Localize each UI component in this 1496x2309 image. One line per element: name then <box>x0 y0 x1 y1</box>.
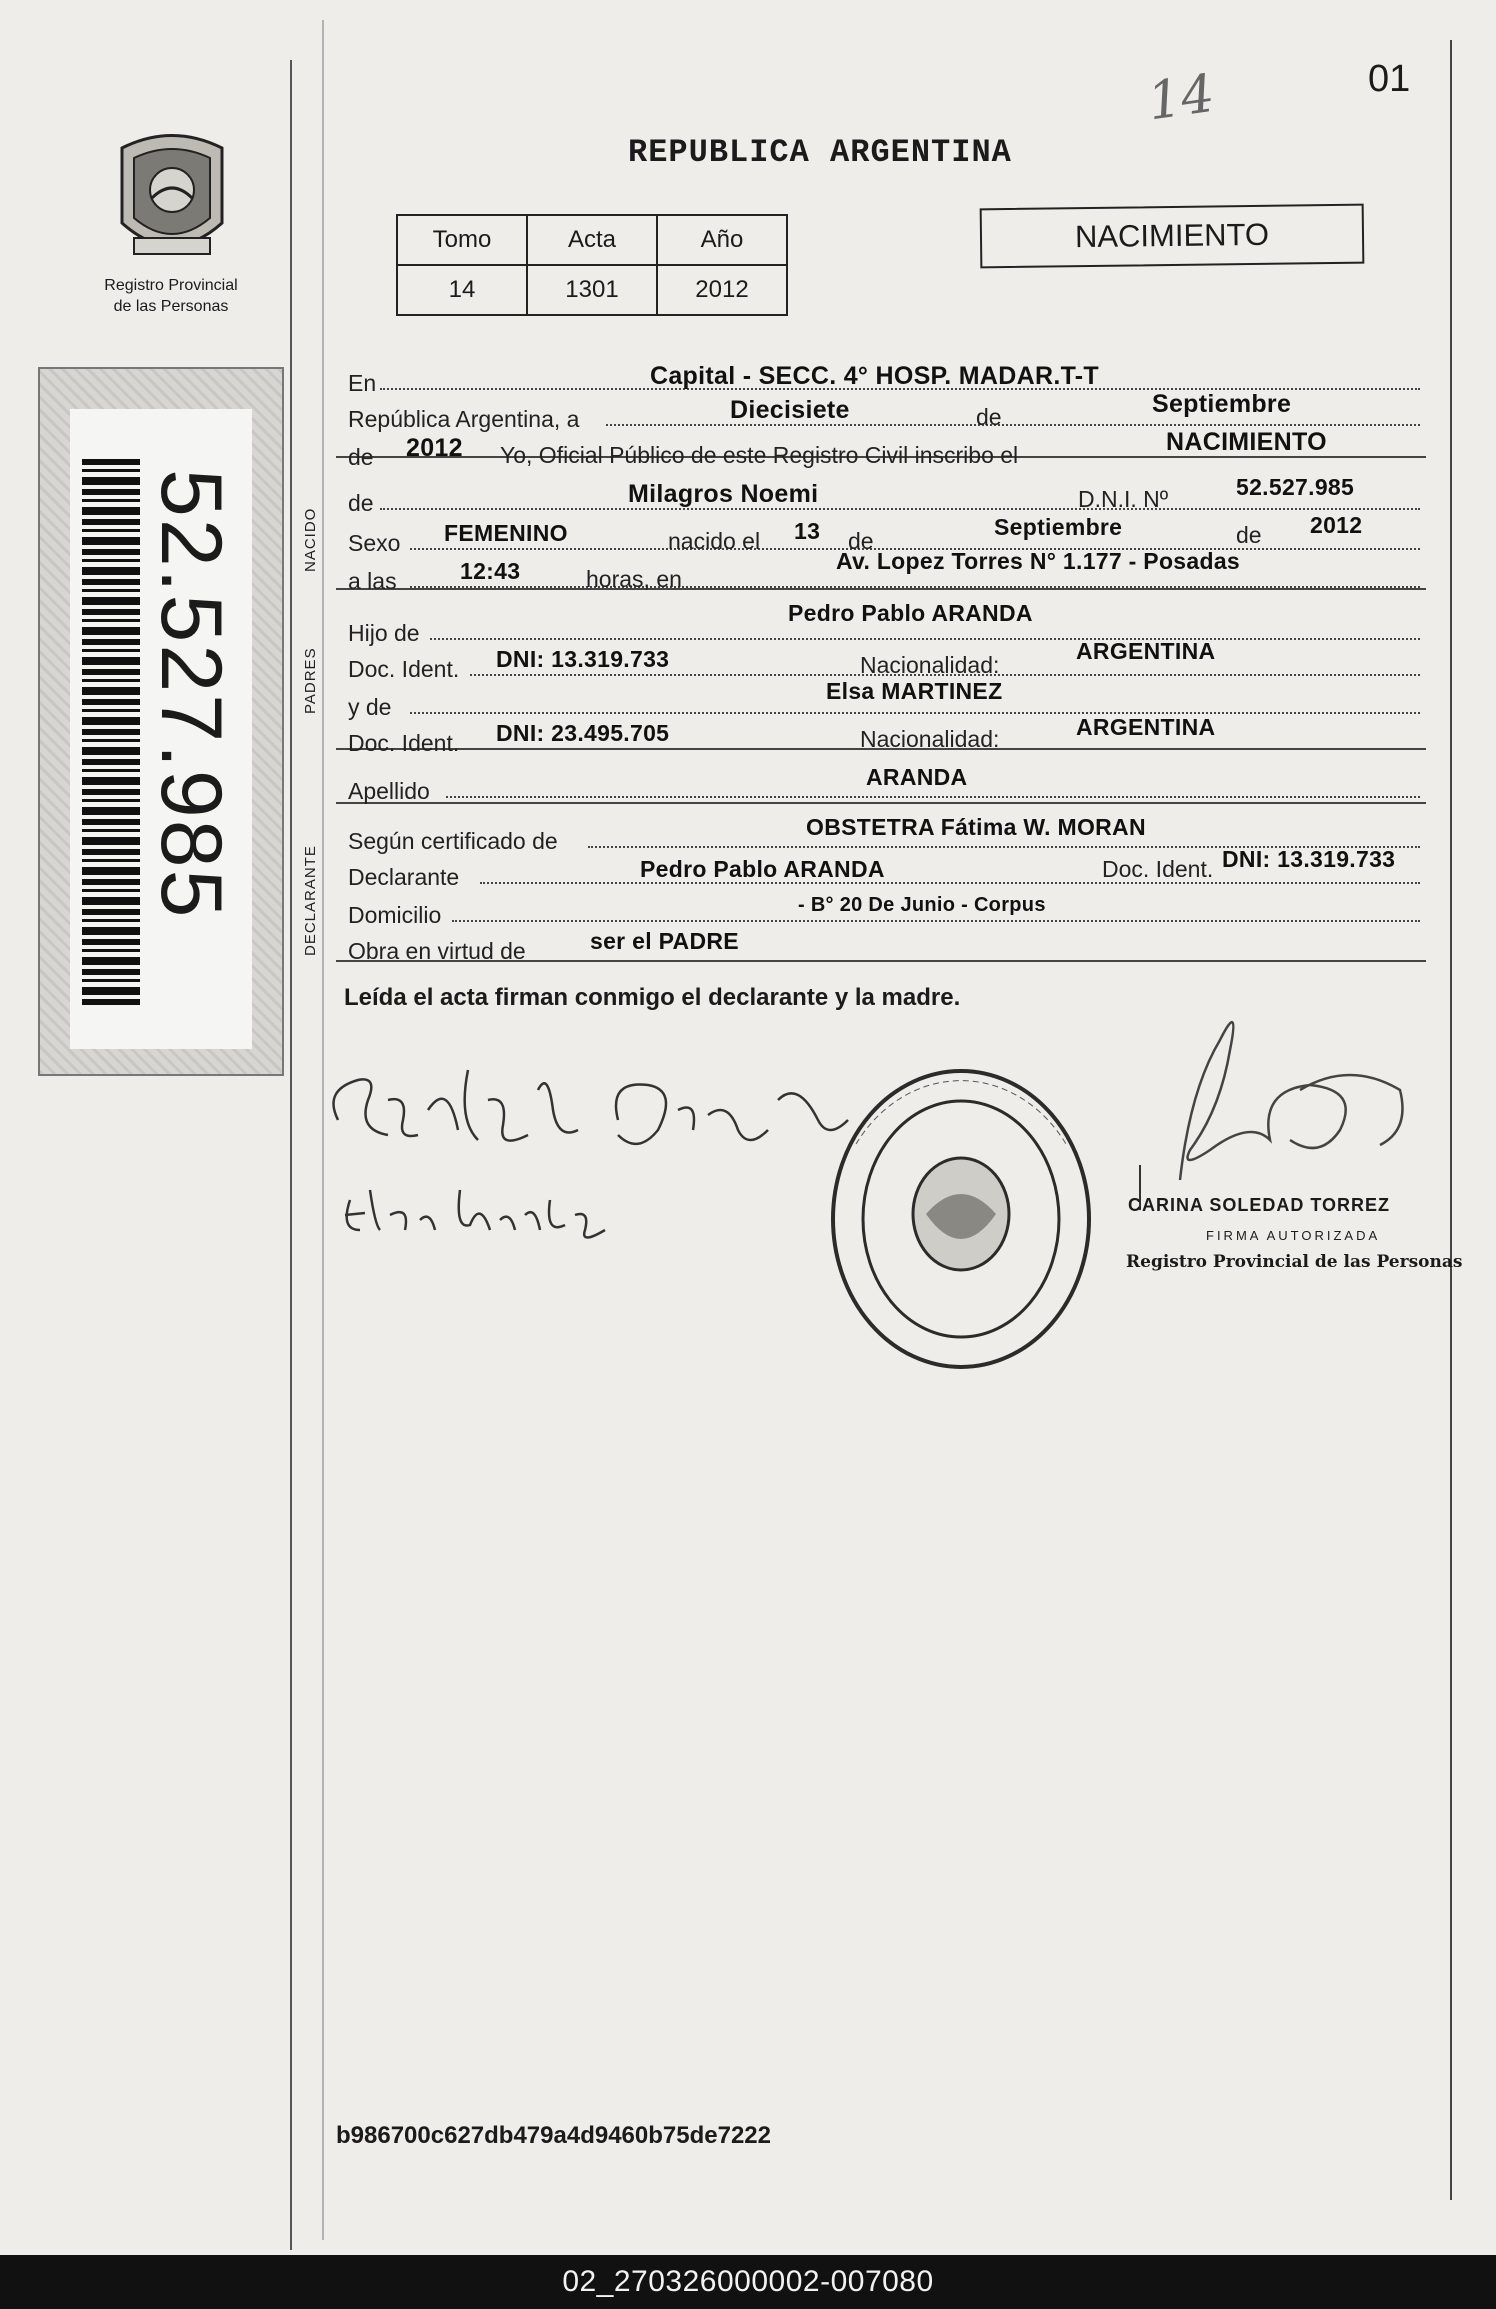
label-republica: República Argentina, a <box>348 406 580 432</box>
barcode-number: 52.527.985 <box>143 469 239 920</box>
dotted-line <box>410 586 1420 588</box>
page-number: 01 <box>1368 58 1411 100</box>
handwritten-folio: 14 <box>1144 63 1219 133</box>
dotted-line <box>446 796 1420 798</box>
logo-caption-1: Registro Provincial <box>104 277 238 294</box>
label-obra: Obra en virtud de <box>348 938 526 964</box>
dotted-line <box>452 920 1420 922</box>
table-header-tomo: Tomo <box>397 215 527 265</box>
section-label-nacido: NACIDO <box>302 507 319 572</box>
label-en: En <box>348 370 377 396</box>
value-month: Septiembre <box>1152 390 1292 418</box>
value-father-name: Pedro Pablo ARANDA <box>788 600 1033 626</box>
value-birth-place: Av. Lopez Torres N° 1.177 - Posadas <box>836 548 1241 574</box>
dotted-line <box>430 638 1420 640</box>
value-birth-day: 13 <box>794 518 821 544</box>
footer-id: 02_270326000002-007080 <box>562 2265 934 2298</box>
official-office: Registro Provincial de las Personas <box>1126 1252 1463 1272</box>
label-yde: y de <box>348 694 392 720</box>
right-border <box>1450 40 1452 2200</box>
barcode-label <box>70 409 252 1049</box>
closing-statement: Leída el acta firman conmigo el declarante y la madre. <box>344 984 961 1011</box>
label-year-prefix: de <box>348 444 374 470</box>
value-birth-year: 2012 <box>1310 512 1363 538</box>
label-oficial: Yo, Oficial Público de este Registro Civil inscribo el <box>500 442 1019 468</box>
label-dni: D.N.I. Nº <box>1078 486 1169 512</box>
label-horas: horas, en <box>586 566 682 592</box>
value-mother-nat: ARGENTINA <box>1076 714 1216 740</box>
label-birth-de2: de <box>1236 522 1262 548</box>
document-hash: b986700c627db479a4d9460b75de7222 <box>336 2122 771 2149</box>
label-mother-doc: Doc. Ident. <box>348 730 460 756</box>
value-segun: OBSTETRA Fátima W. MORAN <box>806 814 1146 840</box>
label-sexo: Sexo <box>348 530 401 556</box>
value-place-registry: Capital - SECC. 4° HOSP. MADAR.T-T <box>650 362 1099 390</box>
table-cell-tomo: 14 <box>397 265 527 315</box>
value-obra: ser el PADRE <box>590 928 739 954</box>
label-birth-de1: de <box>848 528 874 554</box>
value-time: 12:43 <box>460 558 521 584</box>
value-dni: 52.527.985 <box>1236 474 1355 500</box>
table-header-anio: Año <box>657 215 787 265</box>
province-logo <box>112 128 232 278</box>
value-inscribe: NACIMIENTO <box>1166 428 1327 456</box>
section-label-padres: PADRES <box>302 647 319 714</box>
table-cell-acta: 1301 <box>527 265 657 315</box>
label-domicilio: Domicilio <box>348 902 442 928</box>
label-father-nat: Nacionalidad: <box>860 652 1000 678</box>
barcode-panel <box>38 367 284 1076</box>
label-segun: Según certificado de <box>348 828 558 854</box>
value-apellido: ARANDA <box>866 764 968 790</box>
value-father-doc: DNI: 13.319.733 <box>496 646 670 672</box>
doc-type-box <box>980 204 1365 269</box>
misiones-emblem-icon <box>112 128 232 278</box>
official-signature <box>1110 980 1430 1210</box>
label-father-doc: Doc. Ident. <box>348 656 460 682</box>
page-title: REPUBLICA ARGENTINA <box>628 134 1012 171</box>
label-declarante: Declarante <box>348 864 460 890</box>
label-mother-nat: Nacionalidad: <box>860 726 1000 752</box>
table-cell-anio: 2012 <box>657 265 787 315</box>
dotted-line <box>410 712 1420 714</box>
value-mother-name: Elsa MARTINEZ <box>826 678 1003 704</box>
dotted-line <box>480 882 1420 884</box>
label-alas: a las <box>348 568 397 594</box>
value-birth-month: Septiembre <box>994 514 1123 540</box>
label-name: de <box>348 490 374 516</box>
scan-footer <box>0 2255 1496 2309</box>
value-declarante: Pedro Pablo ARANDA <box>640 856 885 882</box>
value-year: 2012 <box>406 434 463 462</box>
dotted-line <box>606 424 1420 426</box>
barcode-bars <box>82 459 140 1009</box>
section-label-declarante: DECLARANTE <box>302 845 319 956</box>
value-child-name: Milagros Noemi <box>628 480 819 508</box>
logo-caption-2: de las Personas <box>113 298 229 315</box>
table-header-acta: Acta <box>527 215 657 265</box>
official-role: FIRMA AUTORIZADA <box>1206 1228 1381 1243</box>
value-decl-doc: DNI: 13.319.733 <box>1222 846 1396 872</box>
section-divider <box>336 802 1426 804</box>
value-day: Diecisiete <box>730 396 850 424</box>
official-seal-icon <box>826 1064 1096 1374</box>
label-nacido: nacido el <box>668 528 761 554</box>
section-divider <box>336 588 1426 590</box>
doc-type-label: NACIMIENTO <box>1074 216 1270 255</box>
registry-table <box>396 214 788 316</box>
label-apellido: Apellido <box>348 778 430 804</box>
value-domicilio: - B° 20 De Junio - Corpus <box>798 894 1046 916</box>
value-mother-doc: DNI: 23.495.705 <box>496 720 670 746</box>
margin-line <box>290 60 292 2250</box>
label-decl-doc: Doc. Ident. <box>1102 856 1214 882</box>
label-hijo: Hijo de <box>348 620 420 646</box>
label-de: de <box>976 404 1002 430</box>
official-name: CARINA SOLEDAD TORREZ <box>1128 1195 1391 1215</box>
dotted-line <box>380 508 1420 510</box>
mother-signature <box>330 1170 630 1260</box>
value-father-nat: ARGENTINA <box>1076 638 1216 664</box>
value-sexo: FEMENINO <box>444 520 568 546</box>
